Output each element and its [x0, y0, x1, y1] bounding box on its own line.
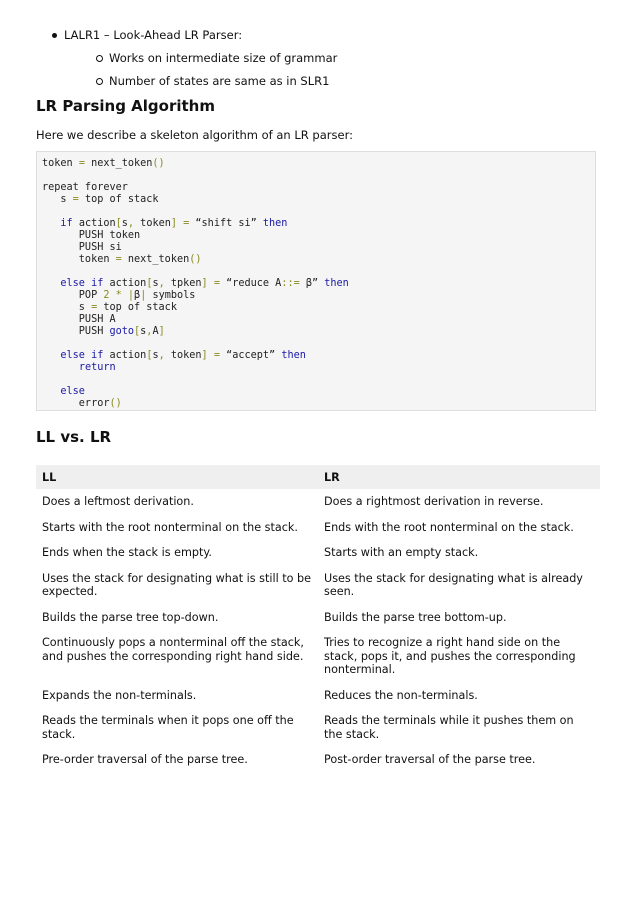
code-line: return	[78, 362, 116, 373]
code-block	[36, 151, 596, 411]
comparison-table	[36, 465, 600, 773]
cell-ll: Uses the stack for designating what is still to be expected.	[36, 567, 318, 606]
cell-ll: Continuously pops a nonterminal off the stack, and pushes the corresponding right hand side.	[36, 631, 318, 684]
code-line: error()	[42, 398, 122, 409]
table-row	[36, 709, 600, 748]
table-row	[36, 516, 600, 542]
cell-ll: Expands the non-terminals.	[36, 684, 318, 710]
code-line: token = next_token()	[42, 254, 202, 265]
sub-bullet: Number of states are same as in SLR1	[95, 72, 337, 90]
code-line: PUSH goto[s,A]	[42, 326, 165, 337]
table-row	[36, 748, 600, 773]
sub-bullet: Works on intermediate size of grammar	[95, 49, 337, 67]
table-row	[36, 631, 600, 684]
code-line: else if action[s, tpken] = “reduce A::= β” then	[60, 278, 349, 289]
code-line: if action[s, token] = “shift si” then	[60, 218, 288, 229]
cell-lr: Builds the parse tree bottom-up.	[318, 606, 600, 632]
table-row	[36, 606, 600, 632]
cell-ll: Builds the parse tree top-down.	[36, 606, 318, 632]
code-line: token = next_token()	[42, 158, 165, 169]
cell-ll: Pre-order traversal of the parse tree.	[36, 748, 318, 773]
section-heading-ll-vs-lr: LL vs. LR	[36, 428, 112, 446]
table-row	[36, 684, 600, 710]
lalr-sub-list	[95, 49, 337, 90]
cell-ll: Does a leftmost derivation.	[36, 490, 318, 516]
cell-lr: Reduces the non-terminals.	[318, 684, 600, 710]
table-row	[36, 541, 600, 567]
cell-lr: Post-order traversal of the parse tree.	[318, 748, 600, 773]
code-line: PUSH token	[42, 230, 141, 241]
intro-text: Here we describe a skeleton algorithm of an LR parser:	[36, 128, 353, 142]
code-line: POP 2 * |β| symbols	[42, 290, 196, 301]
code-line: repeat forever	[42, 182, 128, 193]
cell-ll: Ends when the stack is empty.	[36, 541, 318, 567]
column-header-ll: LL	[36, 465, 318, 490]
section-heading-lr-parsing: LR Parsing Algorithm	[36, 97, 215, 115]
code-line: else if action[s, token] = “accept” then	[60, 350, 306, 361]
table-body	[36, 490, 600, 773]
bullet-lalr	[50, 26, 337, 90]
code-line: PUSH A	[42, 314, 116, 325]
table-row	[36, 490, 600, 516]
code-line: else	[60, 386, 85, 397]
cell-ll: Starts with the root nonterminal on the stack.	[36, 516, 318, 542]
code-line: PUSH si	[42, 242, 122, 253]
cell-lr: Ends with the root nonterminal on the stack.	[318, 516, 600, 542]
cell-lr: Does a rightmost derivation in reverse.	[318, 490, 600, 516]
cell-lr: Uses the stack for designating what is already seen.	[318, 567, 600, 606]
code-line: s = top of stack	[42, 302, 177, 313]
cell-lr: Starts with an empty stack.	[318, 541, 600, 567]
bullet-lalr-text: LALR1 – Look-Ahead LR Parser:	[64, 28, 243, 42]
table-row	[36, 567, 600, 606]
column-header-lr: LR	[318, 465, 600, 490]
table-header-row	[36, 465, 600, 490]
cell-ll: Reads the terminals when it pops one off the stack.	[36, 709, 318, 748]
cell-lr: Reads the terminals while it pushes them on the stack.	[318, 709, 600, 748]
code-line: s = top of stack	[42, 194, 159, 205]
cell-lr: Tries to recognize a right hand side on the stack, pops it, and pushes the corresponding nonterminal.	[318, 631, 600, 684]
parser-bullet-list	[50, 26, 337, 95]
